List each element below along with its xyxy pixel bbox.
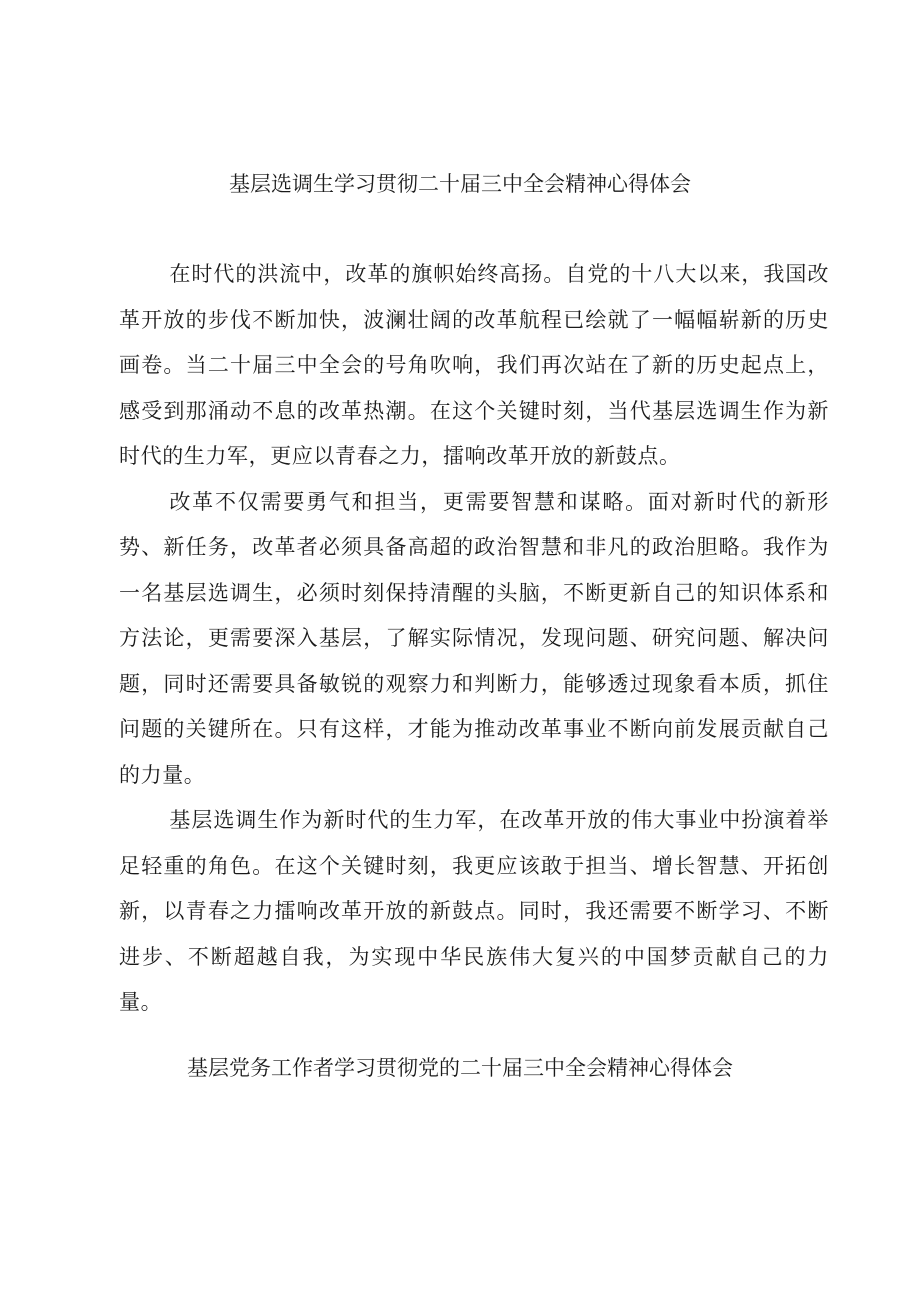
document-title: 基层选调生学习贯彻二十届三中全会精神心得体会	[229, 172, 691, 196]
article-body	[119, 252, 829, 1026]
next-article-title: 基层党务工作者学习贯彻党的二十届三中全会精神心得体会	[187, 1056, 733, 1080]
paragraph: 基层选调生作为新时代的生力军，在改革开放的伟大事业中扮演着举足轻重的角色。在这个关键时刻，我更应该敢于担当、增长智慧、开拓创新，以青春之力擂响改革开放的新鼓点。同时，我还需要不断学习、不断进步、不断超越自我，为实现中华民族伟大复兴的中国梦贡献自己的力量。	[119, 808, 829, 1014]
paragraph: 在时代的洪流中，改革的旗帜始终高扬。自党的十八大以来，我国改革开放的步伐不断加快，波澜壮阔的改革航程已绘就了一幅幅崭新的历史画卷。当二十届三中全会的号角吹响，我们再次站在了新的历史起点上，感受到那涌动不息的改革热潮。在这个关键时刻，当代基层选调生作为新时代的生力军，更应以青春之力，擂响改革开放的新鼓点。	[119, 262, 829, 468]
paragraph: 改革不仅需要勇气和担当，更需要智慧和谋略。面对新时代的新形势、新任务，改革者必须具备高超的政治智慧和非凡的政治胆略。我作为一名基层选调生，必须时刻保持清醒的头脑，不断更新自己的知识体系和方法论，更需要深入基层，了解实际情况，发现问题、研究问题、解决问题，同时还需要具备敏锐的观察力和判断力，能够透过现象看本质，抓住问题的关键所在。只有这样，才能为推动改革事业不断向前发展贡献自己的力量。	[119, 489, 829, 787]
